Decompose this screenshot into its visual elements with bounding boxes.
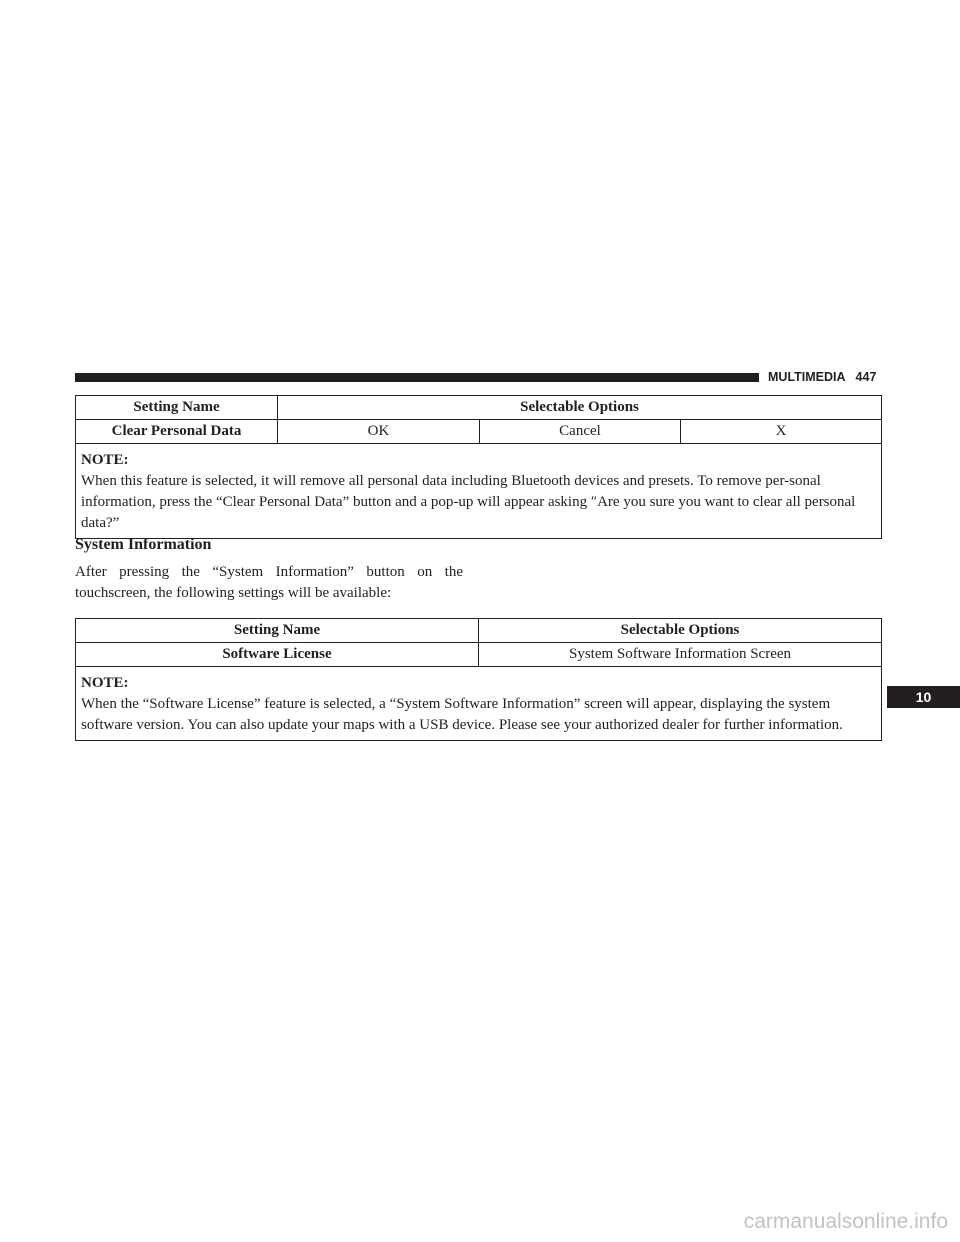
table-header-row bbox=[76, 619, 882, 643]
section-paragraph: After pressing the “System Information” button on the touchscreen, the following settings will be available: bbox=[75, 564, 463, 601]
chapter-tab: 10 bbox=[887, 686, 960, 708]
note-title: NOTE: bbox=[81, 452, 129, 468]
option-cell: Cancel bbox=[480, 420, 681, 444]
column-header-setting-name: Setting Name bbox=[76, 396, 278, 420]
setting-name-cell: Clear Personal Data bbox=[76, 420, 278, 444]
section-name: MULTIMEDIA bbox=[768, 370, 846, 384]
table-header-row bbox=[76, 396, 882, 420]
table-row bbox=[76, 643, 882, 667]
table-row bbox=[76, 420, 882, 444]
watermark-text: carmanualsonline.info bbox=[743, 1210, 948, 1233]
page-number: 447 bbox=[855, 370, 877, 384]
note-title: NOTE: bbox=[81, 675, 129, 691]
option-cell: System Software Information Screen bbox=[479, 643, 882, 667]
note-row bbox=[76, 444, 882, 539]
column-header-setting-name: Setting Name bbox=[76, 619, 479, 643]
header-rule bbox=[75, 373, 759, 382]
running-header bbox=[768, 370, 876, 386]
column-header-selectable-options: Selectable Options bbox=[479, 619, 882, 643]
setting-name-cell: Software License bbox=[76, 643, 479, 667]
note-text: When the “Software License” feature is selected, a “System Software Information” screen will appear, displaying the system software version. You can also update your maps with a USB device. Please see your authorized dealer for further information. bbox=[81, 696, 843, 733]
note-cell bbox=[76, 444, 882, 539]
column-header-selectable-options: Selectable Options bbox=[278, 396, 882, 420]
option-cell: OK bbox=[278, 420, 480, 444]
section-heading: System Information bbox=[75, 536, 212, 553]
note-text: When this feature is selected, it will remove all personal data including Bluetooth devices and presets. To remove per-sonal information, press the “Clear Personal Data” button and a pop-up will appear asking ″Are you sure you want to clear all personal data?” bbox=[81, 473, 856, 531]
note-row bbox=[76, 667, 882, 741]
clear-personal-data-table bbox=[75, 395, 882, 539]
note-cell bbox=[76, 667, 882, 741]
option-cell: X bbox=[681, 420, 882, 444]
system-information-table bbox=[75, 618, 882, 741]
